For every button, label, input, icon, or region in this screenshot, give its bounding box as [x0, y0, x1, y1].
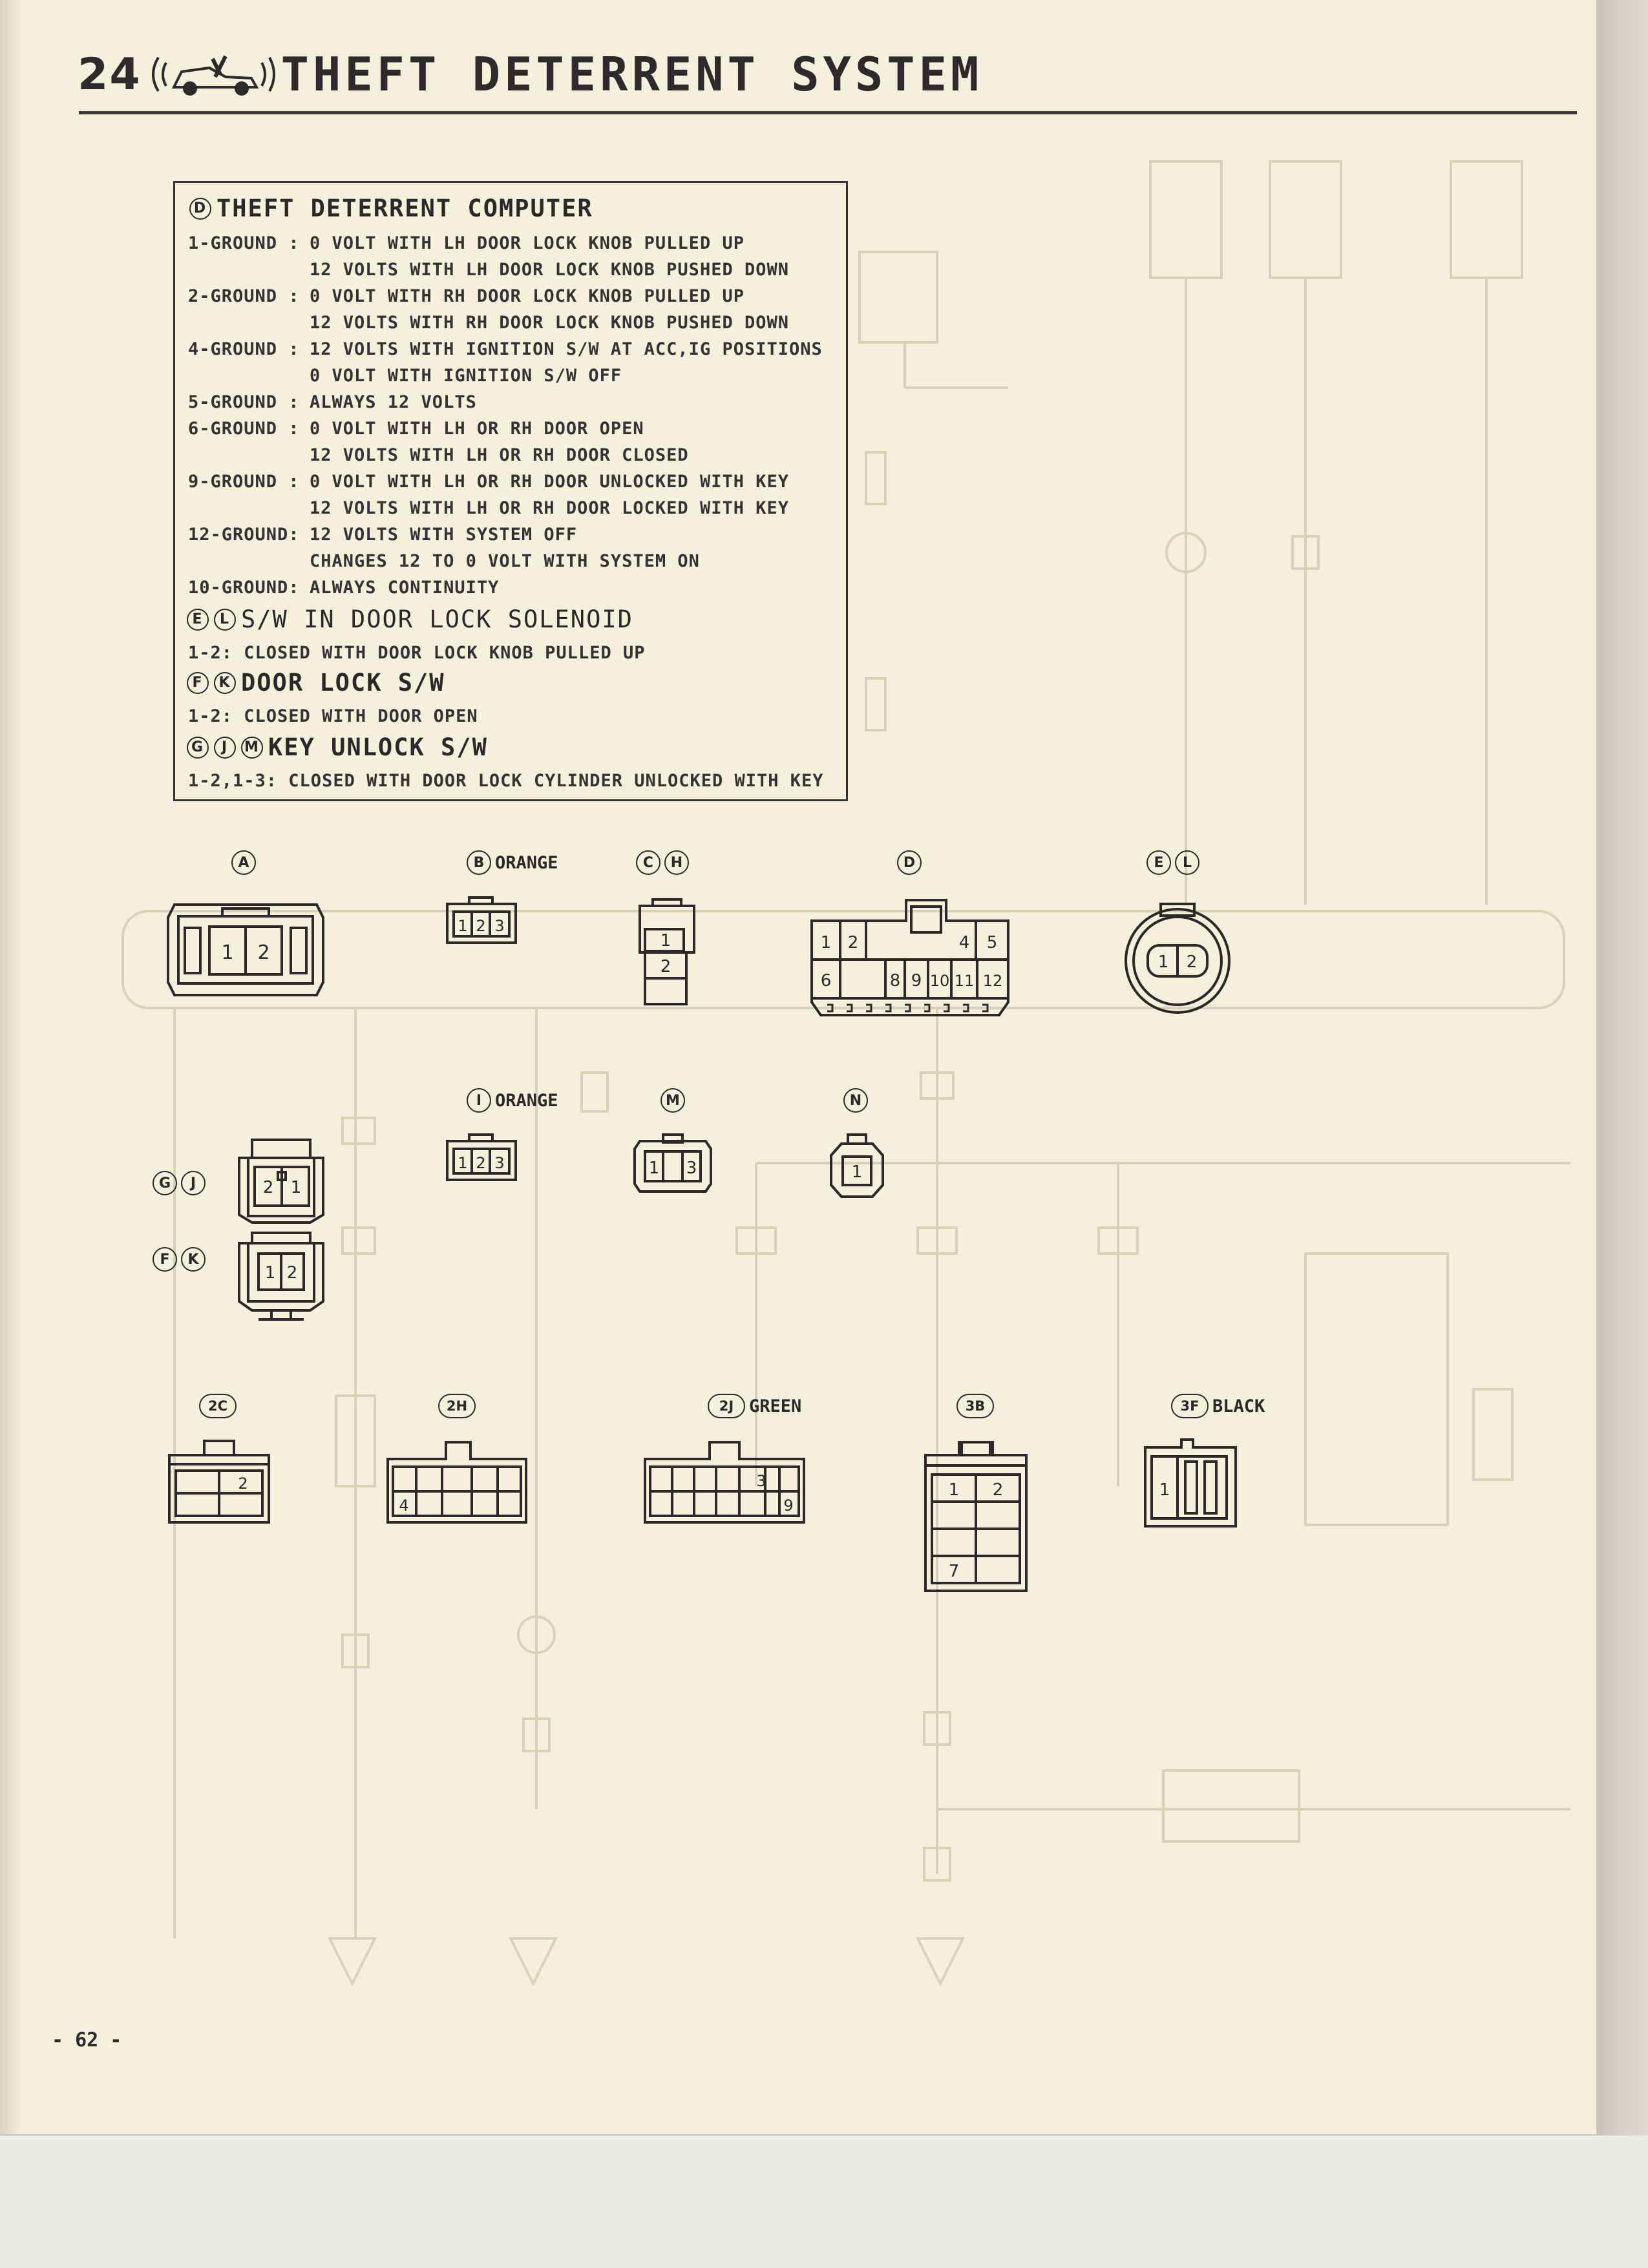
connector-id: E	[1146, 850, 1171, 875]
connector-id: C	[636, 850, 660, 875]
connector-color: GREEN	[749, 1396, 802, 1416]
key-unlock-heading	[187, 733, 488, 761]
connector-id: J	[181, 1171, 206, 1195]
pin-label: 5	[986, 933, 998, 952]
spec-term: 1-GROUND :	[188, 233, 300, 253]
connector-id: L	[1175, 850, 1199, 875]
connector-id: A	[231, 850, 256, 875]
section-header	[78, 45, 982, 103]
connector-ch-label	[636, 850, 693, 875]
spec-box	[173, 181, 848, 801]
connector-id: 2C	[199, 1394, 237, 1418]
connector-m	[631, 1132, 715, 1199]
connector-3b-label	[956, 1394, 998, 1418]
spec-text: ALWAYS 12 VOLTS	[310, 392, 477, 412]
connector-id: M	[660, 1088, 685, 1113]
pin-label: 10	[929, 972, 950, 990]
connector-letter: M	[241, 737, 263, 759]
solenoid-title: S/W IN DOOR LOCK SOLENOID	[241, 605, 633, 633]
connector-el-label	[1146, 850, 1203, 875]
pin-label: 1	[458, 917, 468, 935]
pin-label: 3	[756, 1472, 766, 1490]
spec-term: 2-GROUND :	[188, 286, 300, 306]
pin-label: 2	[238, 1475, 248, 1493]
connector-id: K	[181, 1247, 206, 1272]
spec-term: 12-GROUND:	[188, 525, 300, 545]
connector-d-label	[897, 850, 925, 875]
connector-a-label	[231, 850, 260, 875]
computer-title: THEFT DETERRENT COMPUTER	[217, 194, 593, 222]
pin-label: 2	[476, 1154, 486, 1172]
spec-term: 9-GROUND :	[188, 472, 300, 492]
pin-label: 3	[494, 917, 505, 935]
connector-a	[162, 898, 330, 1002]
scan-margin	[0, 2136, 1648, 2268]
connector-2j-label	[708, 1394, 801, 1418]
solenoid-spec: 1-2: CLOSED WITH DOOR LOCK KNOB PULLED UP	[188, 643, 646, 663]
pin-label: 1	[660, 931, 671, 950]
connector-letter: F	[187, 672, 209, 694]
header-rule	[79, 111, 1577, 114]
pin-label: 2	[847, 933, 859, 952]
connector-letter: J	[214, 737, 236, 759]
pin-label: 1	[458, 1154, 468, 1172]
spec-text: 0 VOLT WITH LH DOOR LOCK KNOB PULLED UP	[310, 233, 745, 253]
pin-label: 1	[1159, 1480, 1170, 1500]
spec-term: 10-GROUND:	[188, 578, 300, 598]
solenoid-heading	[187, 605, 633, 633]
pin-label: 8	[889, 971, 901, 991]
connector-id: 2H	[438, 1394, 476, 1418]
pin-label: 2	[257, 941, 270, 964]
door-lock-title: DOOR LOCK S/W	[241, 669, 445, 697]
pin-label: 2	[286, 1263, 298, 1283]
connector-i	[445, 1132, 520, 1184]
pin-label: 1	[648, 1159, 660, 1178]
spec-text: 0 VOLT WITH LH OR RH DOOR UNLOCKED WITH KEY	[310, 472, 789, 492]
pin-label: 2	[1186, 952, 1198, 972]
connector-letter: L	[214, 609, 236, 631]
connector-2c-label	[199, 1394, 240, 1418]
pin-label: 9	[783, 1496, 794, 1515]
door-lock-spec: 1-2: CLOSED WITH DOOR OPEN	[188, 706, 478, 726]
pin-label: 1	[221, 941, 234, 964]
key-unlock-title: KEY UNLOCK S/W	[268, 733, 488, 761]
pin-label: 12	[982, 972, 1003, 990]
pin-label: 1	[851, 1162, 863, 1182]
pin-label: 4	[958, 933, 970, 952]
spec-text: 12 VOLTS WITH SYSTEM OFF	[310, 525, 578, 545]
connector-color: ORANGE	[495, 1090, 558, 1111]
connector-b	[445, 895, 520, 947]
spec-text: 12 VOLTS WITH RH DOOR LOCK KNOB PUSHED DOWN	[310, 313, 789, 333]
spec-text: ALWAYS CONTINUITY	[310, 578, 500, 598]
connector-b-label	[467, 850, 558, 875]
connector-letter: K	[214, 672, 236, 694]
connector-n	[825, 1131, 889, 1203]
section-title: THEFT DETERRENT SYSTEM	[280, 47, 983, 101]
computer-heading	[189, 194, 593, 222]
pin-label: 1	[264, 1263, 276, 1283]
pin-label: 2	[262, 1178, 274, 1197]
connector-2h-label	[438, 1394, 480, 1418]
connector-fk-label	[153, 1247, 209, 1272]
spec-text: CHANGES 12 TO 0 VOLT WITH SYSTEM ON	[310, 551, 700, 571]
pin-label: 1	[1157, 952, 1169, 972]
connector-2c	[165, 1436, 273, 1526]
pin-label: 4	[399, 1496, 409, 1515]
connector-el	[1122, 895, 1233, 1022]
pin-label: 1	[820, 933, 832, 952]
pin-label: 1	[948, 1480, 960, 1500]
connector-color: ORANGE	[495, 852, 558, 873]
connector-id: 3B	[956, 1394, 994, 1418]
pin-label: 11	[954, 972, 975, 990]
connector-gj-label	[153, 1171, 209, 1195]
spec-text: 12 VOLTS WITH LH DOOR LOCK KNOB PUSHED DOWN	[310, 260, 789, 280]
spec-term: 4-GROUND :	[188, 339, 300, 359]
connector-color: BLACK	[1212, 1396, 1265, 1416]
connector-letter: E	[187, 609, 209, 631]
page-number: - 62 -	[52, 2029, 122, 2052]
spec-term: 5-GROUND :	[188, 392, 300, 412]
connector-2j	[641, 1436, 808, 1526]
connector-id: B	[467, 850, 491, 875]
connector-i-label	[467, 1088, 558, 1113]
car-alarm-icon	[148, 48, 277, 100]
connector-letter: D	[189, 198, 211, 220]
pin-label: 7	[948, 1562, 960, 1581]
spec-text: 0 VOLT WITH IGNITION S/W OFF	[310, 366, 622, 386]
spec-term: 6-GROUND :	[188, 419, 300, 439]
connector-id: N	[843, 1088, 868, 1113]
pin-label: 2	[660, 957, 671, 976]
pin-label: 1	[290, 1178, 302, 1197]
section-number: 24	[78, 48, 142, 100]
connector-ch	[636, 897, 698, 1008]
connector-m-label	[660, 1088, 689, 1113]
spec-text: 12 VOLTS WITH LH OR RH DOOR CLOSED	[310, 445, 689, 465]
pin-label: 2	[476, 917, 486, 935]
connector-d	[808, 895, 1012, 1022]
pin-label: 3	[686, 1159, 697, 1178]
spec-text: 12 VOLTS WITH LH OR RH DOOR LOCKED WITH KEY	[310, 498, 789, 518]
page-edge	[1596, 0, 1648, 2136]
spec-text: 12 VOLTS WITH IGNITION S/W AT ACC,IG POSITIONS	[310, 339, 823, 359]
pin-label: 9	[911, 971, 922, 991]
connector-3f	[1141, 1436, 1241, 1530]
key-unlock-spec: 1-2,1-3: CLOSED WITH DOOR LOCK CYLINDER UNLOCKED WITH KEY	[188, 771, 824, 791]
connector-2h	[384, 1436, 530, 1526]
connector-id: F	[153, 1247, 177, 1272]
connector-letter: G	[187, 737, 209, 759]
connector-3b	[922, 1436, 1030, 1596]
connector-3f-label	[1171, 1394, 1265, 1418]
connector-gj-fk	[233, 1132, 330, 1323]
connector-id: I	[467, 1088, 491, 1113]
pin-label: 6	[820, 971, 832, 991]
connector-id: 2J	[708, 1394, 745, 1418]
pin-label: 3	[494, 1154, 505, 1172]
connector-id: D	[897, 850, 922, 875]
door-lock-heading	[187, 669, 445, 697]
connector-n-label	[843, 1088, 872, 1113]
pin-label: 2	[992, 1480, 1004, 1500]
connector-id: H	[664, 850, 689, 875]
connector-id: 3F	[1171, 1394, 1209, 1418]
spec-text: 0 VOLT WITH RH DOOR LOCK KNOB PULLED UP	[310, 286, 745, 306]
connector-id: G	[153, 1171, 177, 1195]
spec-text: 0 VOLT WITH LH OR RH DOOR OPEN	[310, 419, 644, 439]
